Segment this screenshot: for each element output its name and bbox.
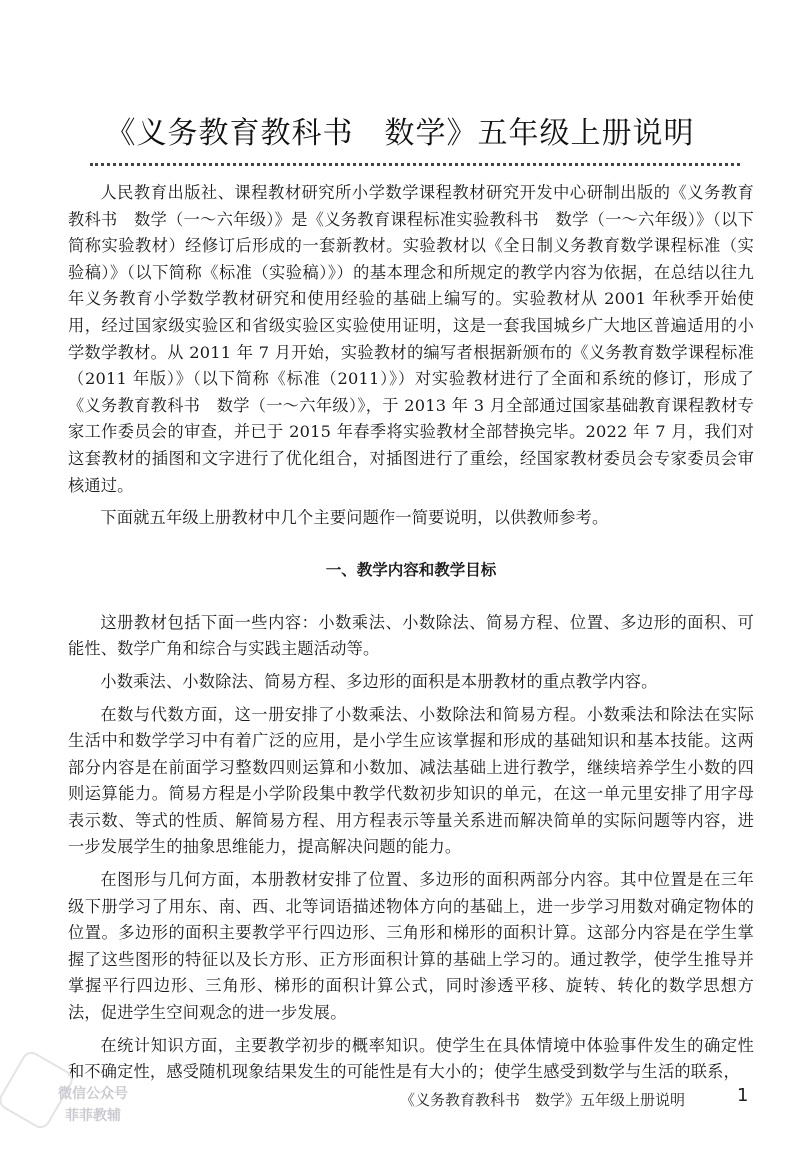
section-heading: 一、教学内容和教学目标 <box>325 560 497 579</box>
running-title: 《义务教育教科书 数学》五年级上册说明 <box>400 1091 686 1109</box>
watermark-line-1: 微信公众号 <box>58 1086 128 1102</box>
page-title: 《义务教育教科书 数学》五年级上册说明 <box>105 116 695 151</box>
section-paragraph: 在统计知识方面，主要教学初步的概率知识。使学生在具体情境中体验事件发生的确定性和不确定性，感受随机现象结果发生的可能性是有大小的；使学生感受到数学与生活的联系， <box>68 1035 754 1082</box>
dotted-divider <box>90 163 740 166</box>
intro-paragraph: 人民教育出版社、课程教材研究所小学数学课程教材研究开发中心研制出版的《义务教育教科书 数学（一～六年级）》是《义务教育课程标准实验教科书 数学（一～六年级）》（以下简称实验教材）经修订后形成的一套新教材。实验教材以《全日制义务教育数学课程标准（实验稿）》（以下简称《标准（实验稿）》）的基本理念和所规定的教学内容为依据，在总结以往九年义务教育小学数学教材研究和使用经验的基础上编写的。实验教材从 2001 年秋季开始使用，经过国家级实验区和省级实验区实验使用证明，这是一套我国城乡广大地区普遍适用的小学数学教材。从 2011 年 7 月开始，实验教材的编写者根据新颁布的《义务教育数学课程标准（2011 年版）》（以下简称《标准（2011）》）对实验教材进行了全面和系统的修订，形成了《义务教育教科书 数学（一～六年级）》，于 2013 年 3 月全部通过国家基础教育课程教材专家工作委员会的审查，并已于 2015 年春季将实验教材全部替换完毕。2022 年 7 月，我们对这套教材的插图和文字进行了优化组合，对插图进行了重绘，经国家教材委员会专家委员会审核通过。 <box>68 183 754 495</box>
watermark <box>8 1078 148 1138</box>
watermark-line-2: 菲菲教辅 <box>65 1108 121 1124</box>
section-paragraph: 在数与代数方面，这一册安排了小数乘法、小数除法和简易方程。小数乘法和除法在实际生活中和数学学习中有着广泛的应用，是小学生应该掌握和形成的基础知识和基本技能。这两部分内容是在前面学习整数四则运算和小数加、减法基础上进行教学，继续培养学生小数的四则运算能力。简易方程是小学阶段集中教学代数初步知识的单元，在这一单元里安排了用字母表示数、等式的性质、解简易方程、用方程表示等量关系进而解决简单的实际问题等内容，进一步发展学生的抽象思维能力，提高解决问题的能力。 <box>68 704 754 857</box>
section-paragraph: 小数乘法、小数除法、简易方程、多边形的面积是本册教材的重点教学内容。 <box>100 671 658 691</box>
page-number: 1 <box>737 1085 749 1106</box>
section-paragraph: 这册教材包括下面一些内容：小数乘法、小数除法、简易方程、位置、多边形的面积、可能性、数学广角和综合与实践主题活动等。 <box>68 612 754 659</box>
section-paragraph: 在图形与几何方面，本册教材安排了位置、多边形的面积两部分内容。其中位置是在三年级下册学习了用东、南、西、北等词语描述物体方向的基础上，进一步学习用数对确定物体的位置。多边形的面积主要教学平行四边形、三角形和梯形的面积计算。这部分内容是在学生掌握了这些图形的特征以及长方形、正方形面积计算的基础上学习的。通过教学，使学生推导并掌握平行四边形、三角形、梯形的面积计算公式，同时渗透平移、旋转、转化的数学思想方法，促进学生空间观念的进一步发展。 <box>68 870 754 1023</box>
document-body <box>68 180 754 1086</box>
intro-paragraph: 下面就五年级上册教材中几个主要问题作一简要说明，以供教师参考。 <box>100 508 609 528</box>
